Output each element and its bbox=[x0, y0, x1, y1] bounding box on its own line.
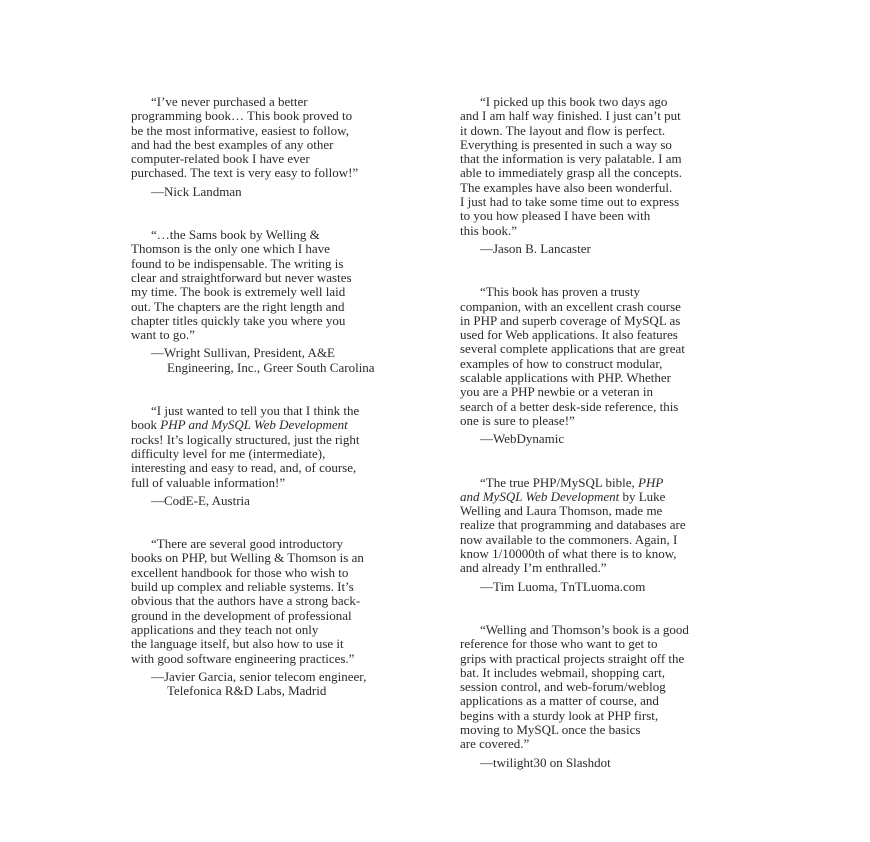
quote-line: obvious that the authors have a strong back- bbox=[131, 593, 361, 609]
quote-line: I just had to take some time out to express bbox=[460, 194, 680, 210]
quote-line: one is sure to please!” bbox=[460, 412, 575, 428]
quote-line: in PHP and superb coverage of MySQL as bbox=[460, 312, 681, 328]
quote-line: difficulty level for me (intermediate), bbox=[131, 445, 326, 461]
quote-line: with good software engineering practices.” bbox=[131, 650, 355, 666]
quote-line: examples of how to construct modular, bbox=[460, 355, 663, 371]
attribution-line: —Tim Luoma, TnTLuoma.com bbox=[480, 578, 646, 594]
book-title: PHP bbox=[638, 474, 664, 490]
quote-line: rocks! It’s logically structured, just the right bbox=[131, 431, 360, 447]
quote-line: interesting and easy to read, and, of course, bbox=[131, 460, 357, 476]
quote-line: programming book… This book proved to bbox=[131, 108, 353, 124]
quote-line: session control, and web-forum/weblog bbox=[460, 679, 666, 695]
quote-line: build up complex and reliable systems. It’s bbox=[131, 579, 354, 595]
quote-line: several complete applications that are great bbox=[460, 341, 685, 357]
testimonial bbox=[131, 95, 429, 199]
quote-line: this book.” bbox=[460, 222, 518, 238]
attribution bbox=[131, 185, 429, 199]
quote-line: applications as a matter of course, and bbox=[460, 693, 659, 709]
attribution bbox=[460, 242, 758, 256]
testimonial bbox=[131, 404, 429, 508]
quote-line: realize that programming and databases are bbox=[460, 517, 686, 533]
testimonial bbox=[460, 285, 758, 446]
quote-line: search of a better desk-side reference, this bbox=[460, 398, 679, 414]
quote-line: purchased. The text is very easy to follow!” bbox=[131, 165, 359, 181]
quote-line: moving to MySQL once the basics bbox=[460, 721, 641, 737]
quote-line: want to go.” bbox=[131, 327, 195, 343]
testimonial bbox=[131, 537, 429, 698]
quote-line: computer-related book I have ever bbox=[131, 151, 310, 167]
left-column bbox=[131, 95, 429, 727]
quote-line: and had the best examples of any other bbox=[131, 136, 334, 152]
attribution bbox=[460, 432, 758, 446]
attribution bbox=[460, 756, 758, 770]
quote-line: “I’ve never purchased a better bbox=[151, 94, 308, 109]
quote-line: “I picked up this book two days ago bbox=[480, 94, 668, 109]
quote-line: know 1/10000th of what there is to know, bbox=[460, 546, 677, 562]
right-column bbox=[460, 95, 758, 799]
quote-line: clear and straightforward but never wastes bbox=[131, 269, 352, 285]
quote-line: chapter titles quickly take you where you bbox=[131, 312, 346, 328]
quote-line: companion, with an excellent crash course bbox=[460, 298, 681, 314]
quote-line: to you how pleased I have been with bbox=[460, 208, 651, 224]
quote-line: used for Web applications. It also features bbox=[460, 327, 678, 343]
quote-line bbox=[460, 490, 758, 504]
attribution bbox=[131, 494, 429, 508]
quote-line: “There are several good introductory bbox=[151, 536, 344, 552]
quote-line bbox=[460, 476, 758, 490]
book-title: and MySQL Web Development bbox=[460, 488, 620, 504]
quote-line: scalable applications with PHP. Whether bbox=[460, 370, 671, 386]
book-title: PHP and MySQL Web Development bbox=[160, 417, 348, 433]
quote-text: by Luke bbox=[619, 488, 666, 504]
attribution-line: —twilight30 on Slashdot bbox=[480, 754, 611, 770]
quote-text: book bbox=[131, 417, 161, 433]
quote-line: and I am half way finished. I just can’t put bbox=[460, 108, 681, 124]
quote-line: “I just wanted to tell you that I think the bbox=[151, 403, 360, 419]
attribution-line: —Jason B. Lancaster bbox=[480, 240, 591, 256]
quote-line: full of valuable information!” bbox=[131, 474, 286, 490]
testimonial bbox=[460, 95, 758, 256]
quote-line: now available to the commoners. Again, I bbox=[460, 531, 678, 547]
attribution-line: Telefonica R&D Labs, Madrid bbox=[167, 683, 327, 699]
attribution-line: —CodE-E, Austria bbox=[151, 492, 250, 508]
quote-line: are covered.” bbox=[460, 736, 530, 752]
attribution-line: —WebDynamic bbox=[480, 431, 565, 447]
quote-text: “The true PHP/MySQL bible, bbox=[480, 474, 639, 490]
quote-line: that the information is very palatable. I am bbox=[460, 151, 682, 167]
quote-line: Thomson is the only one which I have bbox=[131, 241, 330, 257]
quote-line: begins with a sturdy look at PHP first, bbox=[460, 707, 659, 723]
attribution bbox=[131, 346, 429, 375]
quote-line: “This book has proven a trusty bbox=[480, 284, 640, 300]
quote-line: my time. The book is extremely well laid bbox=[131, 284, 346, 300]
quote-line: you are a PHP newbie or a veteran in bbox=[460, 384, 654, 400]
quote-line: it down. The layout and flow is perfect. bbox=[460, 122, 666, 138]
attribution bbox=[131, 670, 429, 699]
quote-line: be the most informative, easiest to follow, bbox=[131, 122, 349, 138]
testimonial bbox=[460, 623, 758, 770]
attribution-line: —Nick Landman bbox=[151, 183, 242, 199]
quote-line: books on PHP, but Welling & Thomson is an bbox=[131, 550, 364, 566]
quote-line: out. The chapters are the right length and bbox=[131, 298, 345, 314]
attribution bbox=[460, 580, 758, 594]
attribution-line: Engineering, Inc., Greer South Carolina bbox=[167, 359, 375, 375]
quote-line bbox=[131, 418, 429, 432]
quote-line: The examples have also been wonderful. bbox=[460, 179, 673, 195]
quote-line: the language itself, but also how to use it bbox=[131, 636, 344, 652]
quote-line: excellent handbook for those who wish to bbox=[131, 564, 349, 580]
quote-line: able to immediately grasp all the concepts. bbox=[460, 165, 683, 181]
quote-line: reference for those who want to get to bbox=[460, 636, 658, 652]
quote-line: “Welling and Thomson’s book is a good bbox=[480, 621, 689, 637]
quote-line: and already I’m enthralled.” bbox=[460, 560, 607, 576]
attribution-line: —Wright Sullivan, President, A&E bbox=[151, 345, 335, 361]
quote-line: Welling and Laura Thomson, made me bbox=[460, 503, 663, 519]
quote-line: applications and they teach not only bbox=[131, 621, 319, 637]
quote-line: ground in the development of professional bbox=[131, 607, 352, 623]
quote-line: found to be indispensable. The writing is bbox=[131, 255, 344, 271]
quote-line: grips with practical projects straight off the bbox=[460, 650, 685, 666]
quote-line: “…the Sams book by Welling & bbox=[151, 227, 320, 243]
testimonial bbox=[131, 228, 429, 375]
quote-line: Everything is presented in such a way so bbox=[460, 136, 672, 152]
quote-line: bat. It includes webmail, shopping cart, bbox=[460, 664, 666, 680]
attribution-line: —Javier Garcia, senior telecom engineer, bbox=[151, 668, 367, 684]
testimonial bbox=[460, 476, 758, 594]
